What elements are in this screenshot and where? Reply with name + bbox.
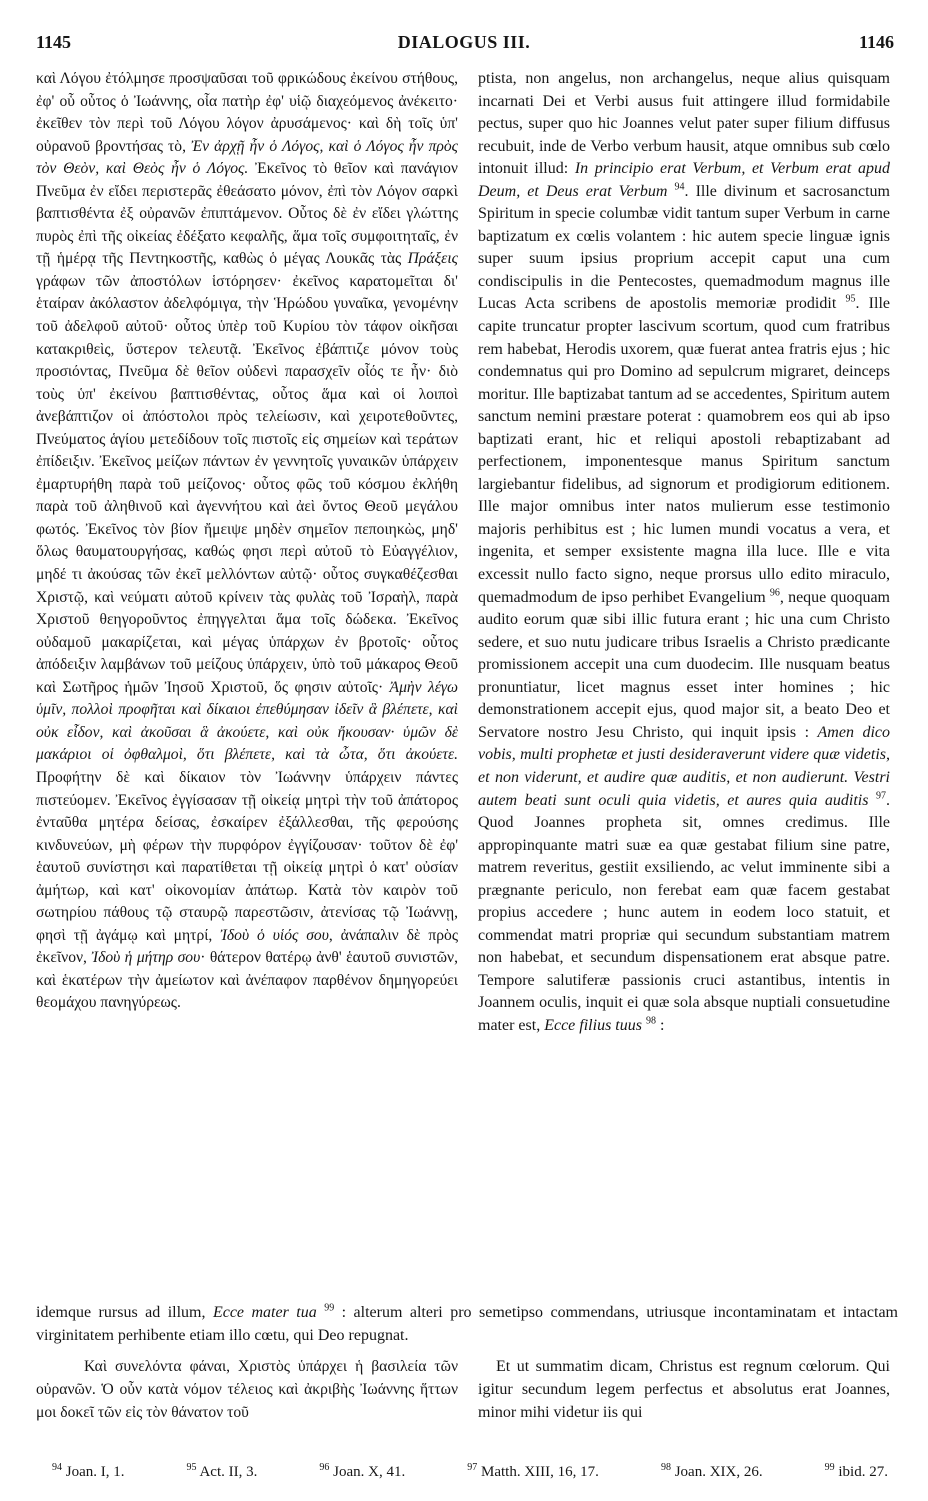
- greek-quotation: Ἀμὴν λέγω ὑμῖν, πολλοὶ προφῆται καὶ δίκαιοι ἐπεθύμησαν ἰδεῖν ἃ βλέπετε, καὶ οὐκ εἶδον, καὶ ἀκοῦσαι ἃ ἀκούετε, καὶ οὐκ ἤκουσαν· ὑμῶν δὲ μακάριοι οἱ ὀφθαλμοὶ, ὅτι βλέπετε, καὶ τὰ ὦτα, ὅτι ἀκούετε.: [36, 678, 458, 764]
- greek-text: καὶ Λόγου ἐτόλμησε προσψαῦσαι τοῦ φρικώδους ἐκείνου στήθους, ἐφ' οὗ οὗτος ὁ Ἰωάννης, οἷα πατὴρ ἐφ' υἱῷ διαχεόμενος ἀνέκειτο· ἐκεῖθεν τὸν περὶ τοῦ Λόγου λόγον ἀρυσάμενος· καὶ δὴ τοῖς ὑπ' οὐρανοῦ βροντήσας τὸ,: [36, 70, 458, 155]
- page-header: [30, 32, 898, 58]
- greek-quotation: Ἐν ἀρχῇ ἦν ὁ Λόγος, καὶ ὁ Λόγος ἦν πρὸς τὸν Θεὸν, καὶ Θεὸς ἦν ὁ Λόγος.: [36, 137, 458, 178]
- footnote-marker: 94: [674, 181, 685, 193]
- footnote-number: 95: [186, 1462, 197, 1473]
- footnote-marker: 96: [769, 587, 780, 599]
- footnote-reference: Act. II, 3.: [199, 1464, 258, 1480]
- full-width-latin-line: [36, 1301, 898, 1347]
- footnote-number: 98: [660, 1462, 671, 1473]
- latin-paragraph: Et ut summatim dicam, Christus est regnum cœlorum. Qui igitur secundum legem perfectus et absolutus erat Joannes, minor mihi videtur iis qui: [478, 1358, 890, 1421]
- latin-quotation: Amen dico vobis, multi prophetæ et justi desideraverunt videre quæ videtis, et non viderunt, et audire quæ auditis, et non audierunt. Vestri autem beati sunt oculi quia videtis, et aures quia auditis: [478, 723, 891, 809]
- greek-text: · θάτερον θατέρῳ ἀνθ' ἑαυτοῦ συνιστῶν, καὶ ἑκατέρων τὴν ἀμείωτον καὶ ἀνέπαφον παρθένον δημηγορεύει θεομάχου πανηγύρεως.: [36, 949, 459, 1012]
- footnote-reference: Joan. I, 1.: [65, 1464, 125, 1480]
- footnote-reference: Matth. XIII, 16, 17.: [481, 1464, 599, 1480]
- footnote-number: 99: [824, 1462, 835, 1473]
- footnote: [187, 1462, 258, 1481]
- greek-column: [36, 68, 458, 1015]
- greek-book-title: Πράξεις: [407, 250, 458, 268]
- latin-text: . Ille divinum et sacrosanctum Spiritum in specie columbæ vidit tantum super Verbum in carne baptizatum ex cœlis volantem : hic autem specie linguæ ignis super suum ipsius proprium accepit caput una cum condiscipulis in die Pentecostes, quemadmodum magnus ille Lucas Acta scribens de apostolis memoriæ prodidit: [478, 182, 890, 313]
- latin-column-second-paragraph: [478, 1355, 890, 1424]
- footnote: [52, 1462, 125, 1481]
- latin-text: . Ille capite truncatur propter lascivum scortum, quod cum fratribus rem habebat, Herodis uxorem, quæ fuerat antea fratris ejus ; hic condemnatus qui pro Domino ad sepulcrum migraret, deinceps moritur. Ille baptizabat tantum ad se accedentes, Spiritum autem sanctum nemini præstare poterat : quamobrem eos qui ab ipso baptizati erant, hic et reliqui apostoli rebaptizabant ad perfectionem, imponentesque manus Spiritum sanctum largiebantur fidelibus, ad signorum et prodigiorum editionem. Ille major omnibus inter natos mulierum esse testimonio majoris perhibitus est ; hic lumen mundi vocatus a vera, et ingenita, et semper exsistente magna illa luce. Ille e vita excessit nullo facto signo, neque prorsus ullo edito miraculo, quemadmodum de ipso perhibet Evangelium: [478, 295, 890, 606]
- greek-quotation: Ἰδοὺ ὁ υἱός σου: [220, 926, 329, 944]
- footnote: [661, 1462, 763, 1481]
- footnote-number: 94: [52, 1462, 62, 1473]
- latin-text: idemque rursus ad illum,: [36, 1304, 213, 1321]
- latin-continuation: [36, 1301, 898, 1347]
- greek-quotation: Ἰδοὺ ἡ μήτηρ σου: [91, 949, 201, 967]
- footnote: [319, 1462, 405, 1481]
- footnote-number: 97: [467, 1462, 478, 1473]
- footnote: [467, 1462, 599, 1481]
- footnotes: [52, 1462, 888, 1481]
- latin-text: . Quod Joannes propheta sit, omnes credimus. Ille appropinquante matri suæ ea quæ gestabat filium sine patre, matrem reveritus, gestiit exsiliendo, ac velut imminente sibi a prægnante periculo, non ferebat eam quæ facem gestabat propius accedere ; hunc autem in eodem loco statuit, et commendat matri propriæ qui secundum substantiam matrem non habebat, et secundum dispensationem erat absque patre. Tempore salutiferæ passionis cruci astantibus, intentis in Joannem oculis, inquit ei quæ sola absque nuptiali consuetudine mater est,: [478, 791, 891, 1034]
- footnote-marker: 98: [645, 1015, 656, 1027]
- latin-text: , neque quoquam audito eorum quæ sibi illic futura erant ; hic una cum Christo sedere, et suo nutu judicare tribus Israelis a Christo prædicante promissionem accepit una cum duodecim. Ille nusquam beatus pronuntiatur, licet magnus esset inter homines ; hic demonstrationem accepit ejus, quod major sit, a beato Deo et Servatore nostro Jesu Christo, qui inquit ipsis :: [478, 588, 890, 741]
- latin-quotation: Ecce filius tuus: [544, 1016, 642, 1034]
- greek-paragraph: [36, 68, 458, 1015]
- footnote-marker: 97: [876, 790, 887, 802]
- footnote-reference: Joan. X, 41.: [333, 1464, 406, 1480]
- latin-paragraph: [478, 68, 890, 1038]
- latin-quotation: Ecce mater tua: [212, 1304, 317, 1321]
- greek-paragraph: Καὶ συνελόντα φάναι, Χριστὸς ὑπάρχει ἡ βασιλεία τῶν οὐρανῶν. Ὁ οὖν κατὰ νόμον τέλειος καὶ ἀκριβὴς Ἰωάννης ἥττων μοι δοκεῖ τῶν εἰς τὸν θάνατον τοῦ: [36, 1358, 458, 1421]
- greek-column-second-paragraph: [36, 1355, 458, 1424]
- footnote-marker: 99: [324, 1302, 335, 1314]
- footnote-number: 96: [319, 1462, 330, 1473]
- latin-column: [478, 68, 890, 1038]
- page-number-left: 1145: [36, 32, 72, 52]
- footnote-reference: Joan. XIX, 26.: [674, 1464, 763, 1480]
- footnote-reference: ibid. 27.: [838, 1464, 888, 1480]
- greek-text: Προφήτην δὲ καὶ δίκαιον τὸν Ἰωάννην ὑπάρχειν πάντες πιστεύομεν. Ἐκεῖνος ἐγγίσασαν τῇ οἰκείᾳ μητρὶ τὴν τοῦ ἀπάτορος ἐνταῦθα μητέρα δείσας, ἐσκαίρεν ἐξάλλεσθαι, τῆς φερούσης κινδυνεύων, μὴ φέρων τὴν πυρφόρον ἐγγίζουσαν· τοῦτον δὲ ἐφ' ἑαυτοῦ συνίστησι καὶ παρατίθεται τῇ οἰκείᾳ μητρὶ ὁ κατ' οὐσίαν ἀμήτωρ, καὶ κατ' οἰκονομίαν ἀπάτωρ. Κατὰ τὸν καιρὸν τοῦ σωτηρίου πάθους τῷ σταυρῷ παρεστῶσιν, ἀτενίσας τῷ Ἰωάννῃ, φησὶ τῇ ἀγάμῳ καὶ μητρί,: [36, 768, 458, 944]
- footnote: [825, 1462, 888, 1481]
- greek-text: , ἀνάπαλιν δὲ πρὸς ἐκεῖνον,: [36, 926, 458, 967]
- page-number-right: 1146: [858, 32, 894, 52]
- footnote-marker: 95: [845, 294, 856, 306]
- latin-text: :: [655, 1016, 665, 1034]
- greek-text: Ἐκεῖνος τὸ θεῖον καὶ πανάγιον Πνεῦμα ἐν εἴδει περιστερᾶς ἐθεάσατο μόνον, ἐπὶ τὸν Λόγον σαρκὶ βαπτισθέντα ἐξ οὐρανῶν ἐπιπτάμενον. Οὗτος δὲ ἐν εἴδει γλώττης πυρὸς ἐπὶ τῆς οἰκείας ἐδέξατο κεφαλῆς, ἅμα τοῖς συμφοιτηταῖς, ἐν τῇ ἡμέρᾳ τῆς Πεντηκοστῆς, καθὼς ὁ μέγας Λουκᾶς τὰς: [36, 160, 458, 268]
- latin-text: : alterum alteri pro semetipso commendans, utriusque incontaminatam et intactam virginitatem perhibente etiam illo cœtu, qui Deo repugnat.: [36, 1304, 898, 1344]
- greek-text: γράφων τῶν ἀποστόλων ἱστόρησεν· ἐκεῖνος καρατομεῖται δι' ἑταίραν ἀκόλαστον ἀδελφόμιγα, τὴν Ἡρώδου γυναῖκα, γενομένην τοῦ ἀδελφοῦ αὐτοῦ· οὗτος ὑπὲρ τοῦ Κυρίου τὸν τάφον οἰκῆσαι κατακριθεὶς, ὕστερον τελευτᾷ. Ἐκεῖνος ἐβάπτιζε μόνον τοὺς προσιόντας, Πνεῦμα δὲ θεῖον οὐδενὶ παρασχεῖν οἷός τε ἦν· διὸ τοὺς ὑπ' ἐκείνου βαπτισθέντας, οὗτος ἅμα καὶ οἱ λοιποὶ ἀνεβάπτιζον οἱ ἀπόστολοι πρὸς τελείωσιν, καὶ χειροτεθοῦντες, Πνεύματος ἁγίου μετεδίδουν τοῖς πιστοῖς εἰς σημείων καὶ τεράτων ἐπίδειξιν. Ἐκεῖνος μείζων πάντων ἐν γεννητοῖς γυναικῶν ὑπάρχειν ἐμαρτυρήθη παρὰ τοῦ μείζονος· οὗτος φῶς τοῦ κόσμου ἐκλήθη παρὰ τοῦ ἀληθινοῦ καὶ ἀγεννήτου καὶ ἀεὶ ὄντος Θεοῦ μεγάλου φωτός. Ἐκεῖνος τὸν βίον ἤμειψε μηδὲν σημεῖον πεποιηκὼς, μηδ' ὅλως θαυματουργήσας, καθώς φησι περὶ αὐτοῦ τὸ Εὐαγγέλιον, μηδέ τι ἀκούσας τῶν ἐκεῖ μελλόντων αὐτῷ· οὗτος συγκαθέζεσθαι Χριστῷ, καὶ νεύματι αὐτοῦ κρίνειν τὰς φυλὰς τοῦ Ἰσραὴλ, παρὰ Χριστοῦ θεηγοροῦντος ἐπηγγελται ἅμα τοῖς δώδεκα. Ἐκεῖνος οὐδαμοῦ μακαρίζεται, καὶ μέγας ὑπάρχων ἐν βροτοῖς· οὗτος ἀπόδειξιν λαμβάνων τοῦ μείζους ὑπάρχειν, ὑπὸ τοῦ μάκαρος Θεοῦ καὶ Σωτῆρος ἡμῶν Ἰησοῦ Χριστοῦ, ὅς φησιν αὐτοῖς·: [36, 272, 458, 696]
- latin-text: ptista, non angelus, non archangelus, neque alius quisquam incarnati Dei et Verbi ausus fuit attingere illud formidabile pectus, super quo hic Joannes velut pater super filium diffusus recubuit, inde de Verbo verbum hausit, atque omnibus sub cœlo intonuit illud:: [478, 70, 890, 178]
- latin-quotation: In principio erat Verbum, et Verbum erat apud Deum, et Deus erat Verbum: [478, 160, 891, 200]
- running-title: DIALOGUS III.: [397, 32, 531, 52]
